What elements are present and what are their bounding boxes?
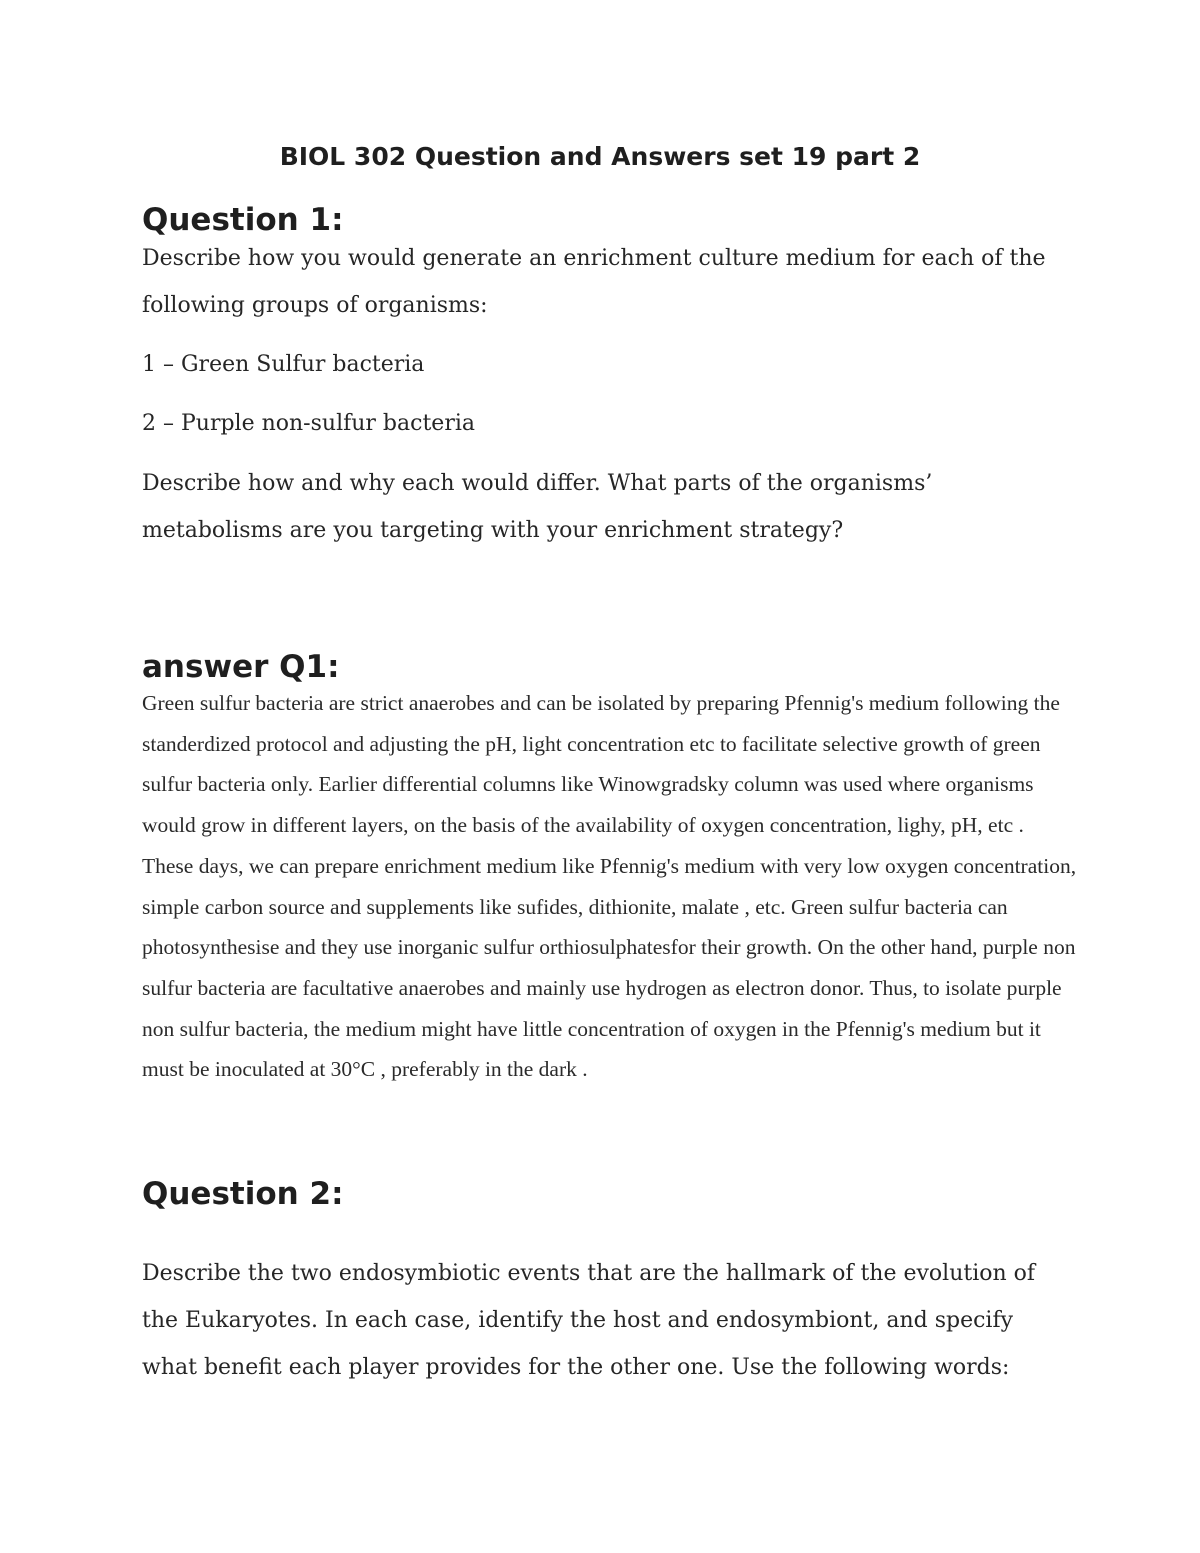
question-1-item-1: 1 – Green Sulfur bacteria [142,352,425,377]
question-1-followup: Describe how and why each would differ. What parts of the organisms’ metabolisms are you targeting with your enrichment strategy? [142,471,933,543]
document-title: BIOL 302 Question and Answers set 19 part 2 [279,142,921,171]
question-1-intro: Describe how you would generate an enrichment culture medium for each of the following groups of organisms: [142,246,1046,318]
question-2-text: Describe the two endosymbiotic events that are the hallmark of the evolution of the Eukaryotes. In each case, identify the host and endosymbiont, and specify what benefit each player provides for the other one. Use the following words: [142,1261,1036,1380]
question-1-item-2: 2 – Purple non-sulfur bacteria [142,411,475,436]
answer-1-text: Green sulfur bacteria are strict anaerobes and can be isolated by preparing Pfennig's medium following the standerdized protocol and adjusting the pH, light concentration etc to facilitate selective growth of green sulfur bacteria only. Earlier differential columns like Winowgradsky column was used where organisms would grow in different layers, on the basis of the availability of oxygen concentration, lighy, pH, etc . These days, we can prepare enrichment medium like Pfennig's medium with very low oxygen concentration, simple carbon source and supplements like sufides, dithionite, malate , etc. Green sulfur bacteria can photosynthesise and they use inorganic sulfur orthiosulphatesfor their growth. On the other hand, purple non sulfur bacteria are facultative anaerobes and mainly use hydrogen as electron donor. Thus, to isolate purple non sulfur bacteria, the medium might have little concentration of oxygen in the Pfennig's medium but it must be inoculated at 30°C , preferably in the dark . [142,691,1077,1082]
answer-1-heading: answer Q1: [142,649,340,685]
question-2-heading: Question 2: [142,1176,344,1212]
question-1-heading: Question 1: [142,202,344,238]
